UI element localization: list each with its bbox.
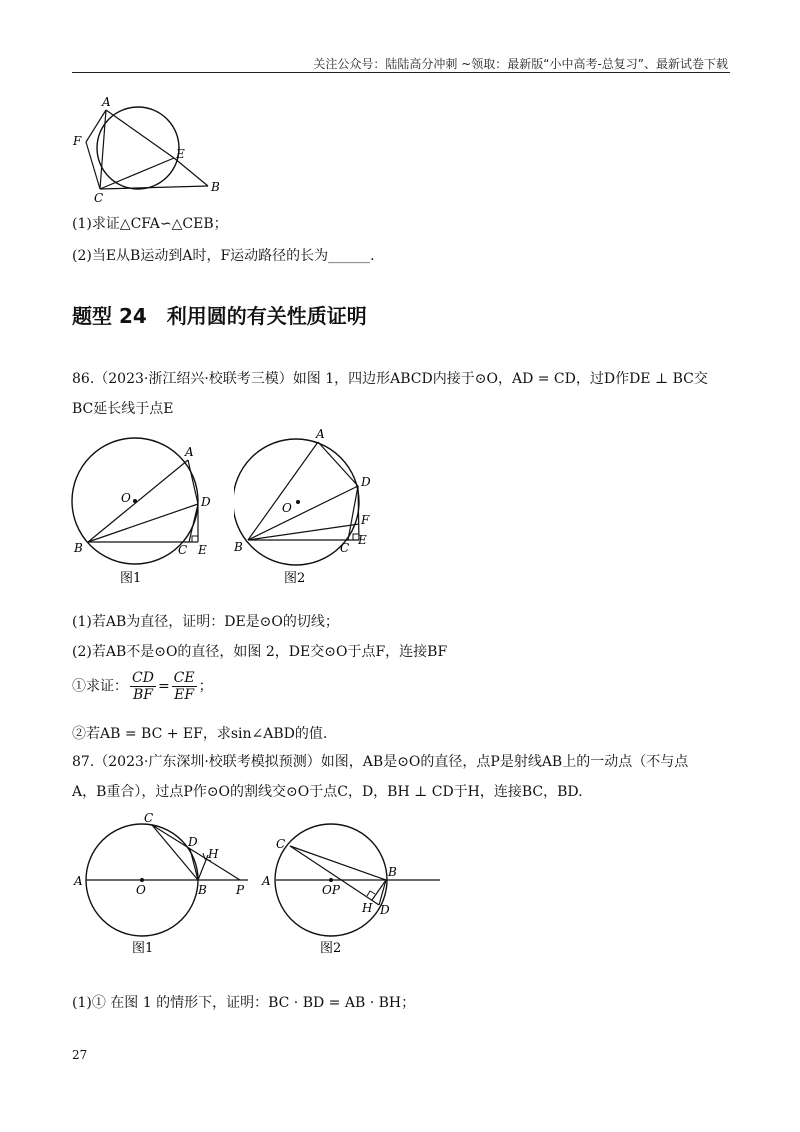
q86-stem-line2: BC延长线于点E [72, 401, 174, 417]
q86-figure2 [234, 428, 394, 590]
q86-part1: (1)若AB为直径，证明：DE是⊙O的切线； [72, 614, 339, 630]
page-number: 27 [72, 1048, 88, 1062]
q86-f1-label-D: D [201, 495, 211, 509]
q86-f1-label-E: E [198, 543, 207, 557]
q86-frac2-num: CE [173, 670, 195, 686]
q86-sub2: ②若AB = BC + EF，求sin∠ABD的值. [72, 726, 328, 742]
q87-figure2 [256, 806, 446, 962]
q87-stem-line1: 87.（2023·广东深圳·校联考模拟预测）如图，AB是⊙O的直径，点P是射线AB上的一动点（不与点 [72, 754, 689, 770]
header-divider [72, 72, 730, 73]
q86-sub1-prefix: ①求证： [72, 678, 128, 695]
q86-f2-caption: 图2 [284, 571, 306, 586]
q86-f2-label-F: F [361, 513, 370, 527]
q87-f1-label-A: A [74, 874, 83, 888]
q85-label-B: B [211, 180, 220, 194]
q86-frac1 [130, 670, 156, 703]
q85-part1: (1)求证△CFA∽△CEB； [72, 216, 228, 232]
q86-stem-line1: 86.（2023·浙江绍兴·校联考三模）如图 1，四边形ABCD内接于⊙O，AD = CD，过D作DE ⊥ BC交 [72, 371, 708, 387]
q85-label-C: C [94, 191, 104, 204]
q86-f1-label-B: B [74, 541, 83, 555]
q85-figure [70, 92, 230, 204]
q86-frac2 [172, 670, 197, 703]
q87-f1-label-O: O [136, 883, 146, 897]
q87-f2-label-H: H [362, 901, 373, 915]
q86-part2: (2)若AB不是⊙O的直径，如图 2，DE交⊙O于点F，连接BF [72, 644, 448, 660]
q86-f2-label-B: B [234, 540, 243, 554]
q85-part2: (2)当E从B运动到A时，F运动路径的长为______. [72, 248, 375, 264]
q87-f2-label-D: D [380, 903, 390, 917]
q87-f2-label-C: C [276, 837, 286, 851]
q87-f1-caption: 图1 [132, 941, 154, 956]
q87-f1-label-D: D [188, 835, 198, 849]
q86-sub1-suffix: ； [198, 678, 213, 695]
q86-f2-label-C: C [340, 541, 350, 555]
q85-label-E: E [176, 147, 185, 161]
q86-sub1-eq: = [157, 678, 170, 695]
q87-part1: (1)① 在图 1 的情形下，证明：BC · BD = AB · BH； [72, 995, 416, 1011]
q87-f2-label-OP: OP [322, 883, 340, 897]
q86-f1-label-A: A [185, 445, 194, 459]
q87-f1-label-C: C [144, 811, 154, 825]
q86-f2-label-A: A [316, 428, 325, 441]
q85-label-A: A [102, 95, 111, 109]
q87-f1-label-P: P [236, 883, 245, 897]
q87-figure1 [70, 806, 260, 962]
q86-f2-label-D: D [361, 475, 371, 489]
q86-f1-label-C: C [178, 543, 188, 557]
q86-f2-label-E: E [358, 533, 367, 547]
q85-label-F: F [73, 134, 82, 148]
page-header-text: 关注公众号：陆陆高分冲刺 ~领取：最新版“小中高考-总复习”、最新试卷下载 [313, 57, 728, 71]
q86-f1-caption: 图1 [120, 571, 142, 586]
q86-frac2-den: EF [174, 687, 195, 703]
q87-f2-label-B: B [388, 865, 397, 879]
q86-f2-label-O: O [282, 501, 292, 515]
q86-frac1-num: CD [132, 670, 154, 686]
q87-f2-caption: 图2 [320, 941, 342, 956]
q87-stem-line2: A，B重合），过点P作⊙O的割线交⊙O于点C，D，BH ⊥ CD于H，连接BC，BD. [72, 784, 583, 800]
q86-sub1 [72, 670, 213, 703]
q86-frac1-den: BF [132, 687, 153, 703]
q86-f1-label-O: O [121, 491, 131, 505]
q87-f2-label-A: A [262, 874, 271, 888]
q87-f1-label-H: H [208, 847, 219, 861]
q87-f1-label-B: B [198, 883, 207, 897]
q86-figure1 [68, 430, 228, 590]
section-title: 题型 24 利用圆的有关性质证明 [72, 304, 367, 328]
